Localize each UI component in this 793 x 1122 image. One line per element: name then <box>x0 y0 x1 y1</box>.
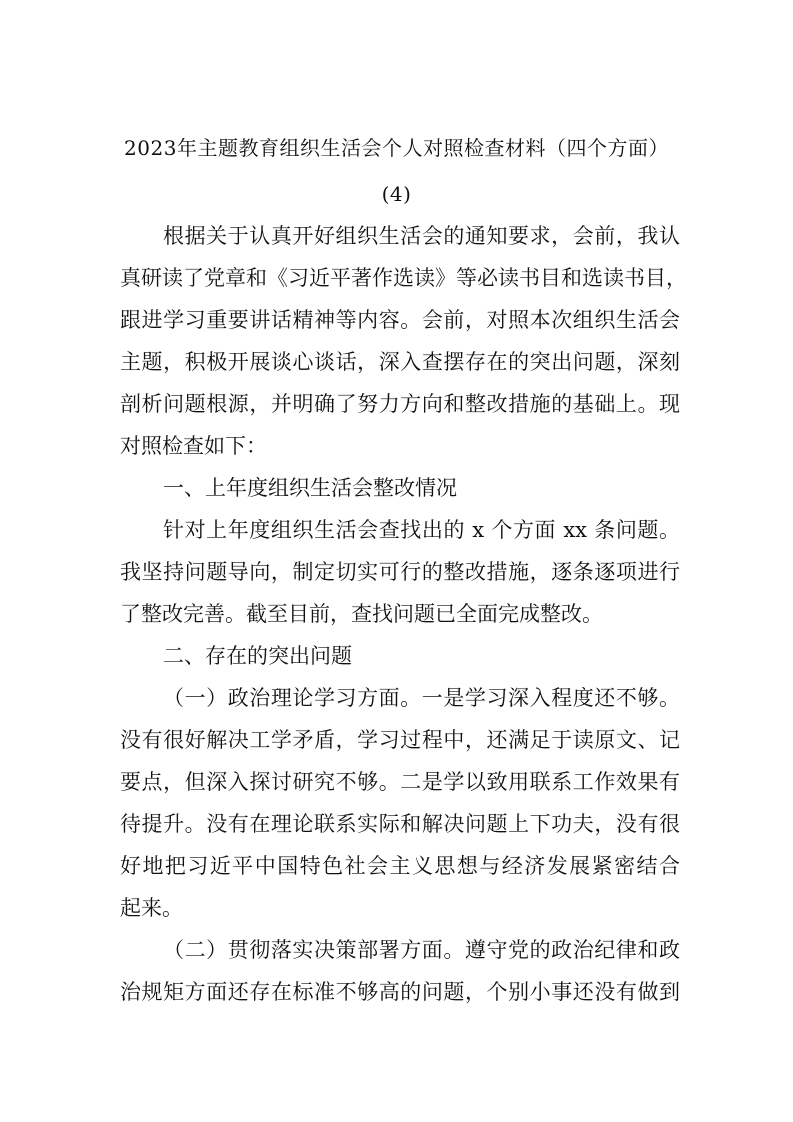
paragraph-line: 待提升。没有在理论联系实际和解决问题上下功夫，没有很 <box>120 812 680 836</box>
paragraph-line: 二、存在的突出问题 <box>163 644 352 668</box>
paragraph-line: （二）贯彻落实决策部署方面。遵守党的政治纪律和政 <box>163 938 680 962</box>
paragraph-line: 一、上年度组织生活会整改情况 <box>163 476 457 500</box>
paragraph-line: 好地把习近平中国特色社会主义思想与经济发展紧密结合 <box>120 854 680 878</box>
paragraph-line: 起来。 <box>120 896 183 920</box>
document-subtitle: (4) <box>381 182 412 206</box>
paragraph-line: 治规矩方面还存在标准不够高的问题，个别小事还没有做到 <box>120 980 680 1004</box>
paragraph-line: 剖析问题根源，并明确了努力方向和整改措施的基础上。现 <box>120 392 680 416</box>
document-body <box>120 222 687 1020</box>
paragraph-line: 了整改完善。截至目前，查找问题已全面完成整改。 <box>120 602 603 626</box>
paragraph-line: 我坚持问题导向，制定切实可行的整改措施，逐条逐项进行 <box>120 560 680 584</box>
paragraph-line: 根据关于认真开好组织生活会的通知要求，会前，我认 <box>163 224 680 248</box>
paragraph-line: 跟进学习重要讲话精神等内容。会前，对照本次组织生活会 <box>120 308 680 332</box>
paragraph-line: （一）政治理论学习方面。一是学习深入程度还不够。 <box>163 686 680 710</box>
paragraph-line: 针对上年度组织生活会查找出的 x 个方面 xx 条问题。 <box>163 518 680 542</box>
paragraph-line: 对照检查如下： <box>120 434 267 458</box>
paragraph-line: 真研读了党章和《习近平著作选读》等必读书目和选读书目， <box>120 266 687 290</box>
paragraph-line: 要点，但深入探讨研究不够。二是学以致用联系工作效果有 <box>120 770 680 794</box>
paragraph-line: 没有很好解决工学矛盾，学习过程中，还满足于读原文、记 <box>120 728 680 752</box>
document-title: 2023年主题教育组织生活会个人对照检查材料（四个方面） <box>124 136 669 160</box>
paragraph-line: 主题，积极开展谈心谈话，深入查摆存在的突出问题，深刻 <box>120 350 680 374</box>
